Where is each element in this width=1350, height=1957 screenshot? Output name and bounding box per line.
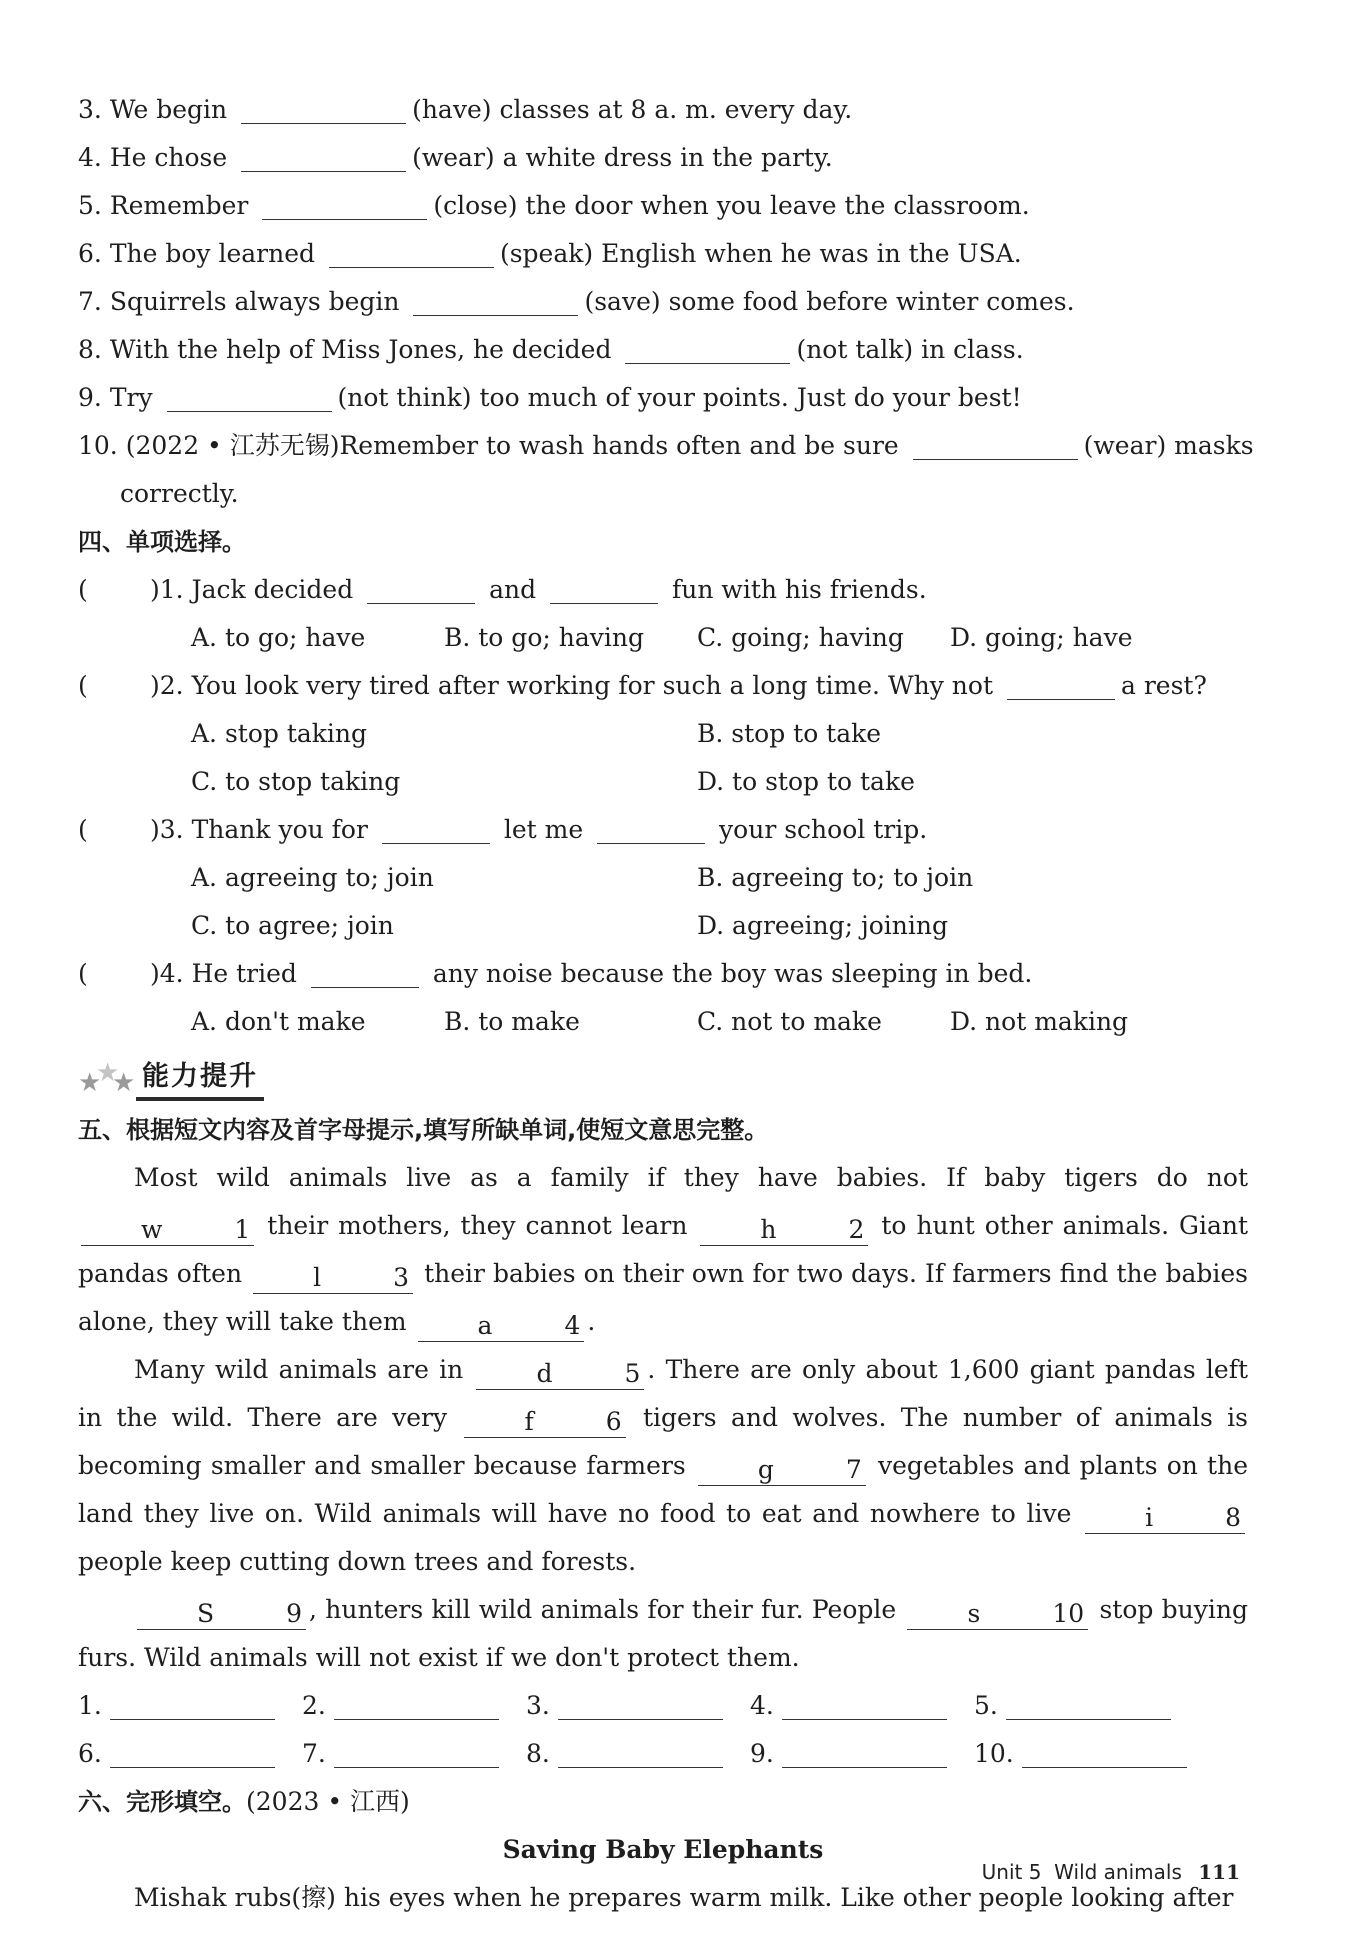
item-text: (2022 • 江苏无锡)Remember to wash hands often and be sure bbox=[125, 431, 899, 460]
item-text: Squirrels always begin bbox=[109, 287, 400, 316]
answer-slot-7[interactable]: 7. bbox=[302, 1730, 505, 1778]
paren-close: ) bbox=[150, 959, 160, 988]
section-heading-multiple-choice: 四、单项选择。 bbox=[78, 528, 246, 556]
ability-banner bbox=[78, 1046, 1248, 1106]
mc-options-2a bbox=[78, 710, 1248, 758]
question-text: Thank you for bbox=[191, 815, 368, 844]
item-number: 8. bbox=[78, 335, 102, 364]
question-number: 4. bbox=[159, 959, 184, 988]
answer-blank[interactable] bbox=[262, 189, 427, 220]
section-source: (2023 • 江西) bbox=[246, 1787, 410, 1816]
cloze-blank-1[interactable]: w 1 bbox=[81, 1215, 254, 1246]
option-c[interactable]: C. going; having bbox=[697, 623, 904, 652]
answer-slot-8[interactable]: 8. bbox=[526, 1730, 729, 1778]
question-number: 3. bbox=[159, 815, 184, 844]
answer-blank[interactable] bbox=[167, 381, 332, 412]
item-number: 6. bbox=[78, 239, 102, 268]
question-blank bbox=[1007, 669, 1115, 700]
option-a[interactable]: A. to go; have bbox=[191, 623, 366, 652]
answer-slot-3[interactable]: 3. bbox=[526, 1682, 729, 1730]
item-text-end: classes at 8 a. m. every day. bbox=[499, 95, 853, 124]
passage-text: people keep cutting down trees and forests. bbox=[78, 1547, 637, 1576]
question-blank bbox=[597, 813, 705, 844]
mc-options-1 bbox=[78, 614, 1248, 662]
answer-slot-2[interactable]: 2. bbox=[302, 1682, 505, 1730]
item-text-end: masks bbox=[1174, 431, 1254, 460]
item-text-end: some food before winter comes. bbox=[668, 287, 1075, 316]
section-title: 六、完形填空。 bbox=[78, 1788, 246, 1816]
option-b[interactable]: B. to go; having bbox=[444, 623, 644, 652]
banner-title: 能力提升 bbox=[136, 1054, 264, 1101]
exercise-line bbox=[78, 86, 1248, 134]
exercise-line bbox=[78, 230, 1248, 278]
item-number: 7. bbox=[78, 287, 102, 316]
paren-close: ) bbox=[150, 575, 160, 604]
question-text: and bbox=[489, 575, 537, 604]
option-c[interactable]: C. not to make bbox=[697, 1007, 882, 1036]
footer-unit: Unit 5 bbox=[981, 1860, 1042, 1884]
mc-question-2 bbox=[78, 662, 1248, 710]
cloze-blank-2[interactable]: h 2 bbox=[700, 1215, 868, 1246]
verb-hint: (wear) bbox=[412, 143, 495, 172]
cloze-blank-3[interactable]: l 3 bbox=[253, 1263, 413, 1294]
verb-hint: (wear) bbox=[1083, 431, 1167, 460]
cloze-blank-4[interactable]: a 4 bbox=[418, 1311, 585, 1342]
question-text: let me bbox=[503, 815, 584, 844]
answer-paren[interactable]: ( bbox=[78, 671, 88, 700]
answer-slot-1[interactable]: 1. bbox=[78, 1682, 281, 1730]
item-number: 4. bbox=[78, 143, 102, 172]
answer-slot-5[interactable]: 5. bbox=[974, 1682, 1177, 1730]
exercise-line bbox=[78, 134, 1248, 182]
passage-text: . bbox=[587, 1307, 596, 1336]
verb-hint: (speak) bbox=[499, 239, 594, 268]
option-c[interactable]: C. to stop taking bbox=[191, 767, 401, 796]
cloze-blank-9[interactable]: S 9 bbox=[137, 1599, 306, 1630]
mc-options-2b bbox=[78, 758, 1248, 806]
question-text: your school trip. bbox=[719, 815, 928, 844]
option-d[interactable]: D. going; have bbox=[950, 623, 1133, 652]
footer-topic: Wild animals bbox=[1054, 1860, 1182, 1884]
exercise-line-10-cont bbox=[78, 470, 1248, 518]
verb-hint: (close) bbox=[433, 191, 518, 220]
item-text: Remember bbox=[109, 191, 249, 220]
item-text: With the help of Miss Jones, he decided bbox=[109, 335, 612, 364]
passage-text: their babies on their own for two days. If farmers find the babies alone, they will take them bbox=[78, 1259, 1248, 1336]
exercise-line bbox=[78, 278, 1248, 326]
answer-paren[interactable]: ( bbox=[78, 815, 88, 844]
answer-blank[interactable] bbox=[625, 333, 790, 364]
question-text: Jack decided bbox=[191, 575, 354, 604]
mc-question-1 bbox=[78, 566, 1248, 614]
item-text: We begin bbox=[109, 95, 228, 124]
question-blank bbox=[550, 573, 658, 604]
item-text-end: in class. bbox=[921, 335, 1024, 364]
passage-paragraph-1 bbox=[78, 1154, 1248, 1346]
passage-text: tigers and wolves. The number of animals is becoming smaller and smaller because farmers bbox=[78, 1403, 1248, 1480]
passage-text: . There are only about 1,600 giant pandas left in the wild. There are very bbox=[78, 1355, 1248, 1432]
question-text: a rest? bbox=[1120, 671, 1207, 700]
mc-options-3b bbox=[78, 902, 1248, 950]
worksheet-content bbox=[78, 86, 1254, 1922]
cloze-blank-8[interactable]: i 8 bbox=[1085, 1503, 1245, 1534]
page-footer bbox=[982, 1860, 1240, 1884]
option-c[interactable]: C. to agree; join bbox=[191, 911, 394, 940]
answer-paren[interactable]: ( bbox=[78, 575, 88, 604]
item-text-end: the door when you leave the classroom. bbox=[525, 191, 1030, 220]
stars-icon: ★ ★ ★ bbox=[78, 1057, 136, 1098]
mc-options-4 bbox=[78, 998, 1248, 1046]
passage-title: Saving Baby Elephants bbox=[502, 1835, 824, 1864]
option-b[interactable]: B. to make bbox=[444, 1007, 580, 1036]
paren-close: ) bbox=[150, 815, 160, 844]
exercise-line bbox=[78, 374, 1248, 422]
option-a[interactable]: A. agreeing to; join bbox=[191, 863, 434, 892]
item-number: 9. bbox=[78, 383, 102, 412]
item-text: The boy learned bbox=[109, 239, 316, 268]
verb-hint: (not talk) bbox=[796, 335, 914, 364]
answer-blank[interactable] bbox=[241, 93, 406, 124]
mc-question-3 bbox=[78, 806, 1248, 854]
option-a[interactable]: A. stop taking bbox=[191, 719, 368, 748]
cloze-blank-10[interactable]: s 10 bbox=[907, 1599, 1088, 1630]
section-heading-passage-fill: 五、根据短文内容及首字母提示,填写所缺单词,使短文意思完整。 bbox=[78, 1116, 769, 1144]
answer-slot-10[interactable]: 10. bbox=[974, 1730, 1193, 1778]
option-d[interactable]: D. not making bbox=[950, 1007, 1129, 1036]
passage-paragraph-3 bbox=[78, 1586, 1248, 1682]
answer-slot-9[interactable]: 9. bbox=[750, 1730, 953, 1778]
cloze-blank-5[interactable]: d 5 bbox=[476, 1359, 644, 1390]
item-text-end: English when he was in the USA. bbox=[601, 239, 1022, 268]
item-text-end: a white dress in the party. bbox=[502, 143, 833, 172]
answer-blank[interactable] bbox=[241, 141, 406, 172]
answer-paren[interactable]: ( bbox=[78, 959, 88, 988]
question-blank bbox=[311, 957, 419, 988]
item-text-continued: correctly. bbox=[120, 479, 239, 508]
exercise-line-10 bbox=[78, 422, 1254, 470]
verb-form-exercise bbox=[78, 86, 1248, 422]
answer-slot-6[interactable]: 6. bbox=[78, 1730, 281, 1778]
passage-text: , hunters kill wild animals for their fur. People bbox=[309, 1595, 897, 1624]
answer-row-2 bbox=[78, 1730, 1248, 1778]
item-number: 3. bbox=[78, 95, 102, 124]
page-number: 111 bbox=[1198, 1860, 1240, 1884]
question-text: You look very tired after working for such a long time. Why not bbox=[191, 671, 994, 700]
question-text: any noise because the boy was sleeping in bed. bbox=[432, 959, 1033, 988]
option-d[interactable]: D. agreeing; joining bbox=[697, 911, 948, 940]
mc-options-3a bbox=[78, 854, 1248, 902]
answer-blank[interactable] bbox=[329, 237, 494, 268]
item-number: 10. bbox=[78, 431, 118, 460]
item-text: He chose bbox=[109, 143, 228, 172]
passage-text: their mothers, they cannot learn bbox=[267, 1211, 688, 1240]
passage-text: to hunt other animals. Giant pandas often bbox=[78, 1211, 1249, 1288]
cloze-blank-6[interactable]: f 6 bbox=[464, 1407, 625, 1438]
exercise-line bbox=[78, 326, 1248, 374]
item-text-end: too much of your points. Just do your best! bbox=[479, 383, 1022, 412]
question-blank bbox=[382, 813, 490, 844]
mc-question-4 bbox=[78, 950, 1248, 998]
option-b[interactable]: B. agreeing to; to join bbox=[697, 863, 974, 892]
verb-hint: (have) bbox=[412, 95, 492, 124]
answer-row-1 bbox=[78, 1682, 1248, 1730]
passage-text: Most wild animals live as a family if they have babies. If baby tigers do not bbox=[134, 1163, 1248, 1192]
question-blank bbox=[367, 573, 475, 604]
answer-slot-4[interactable]: 4. bbox=[750, 1682, 953, 1730]
exercise-line bbox=[78, 182, 1248, 230]
option-a[interactable]: A. don't make bbox=[191, 1007, 366, 1036]
question-number: 1. bbox=[159, 575, 184, 604]
verb-hint: (save) bbox=[584, 287, 661, 316]
answer-blank[interactable] bbox=[413, 285, 578, 316]
cloze-passage-line: Mishak rubs(擦) his eyes when he prepares warm milk. Like other people looking after bbox=[134, 1883, 1234, 1912]
item-text: Try bbox=[109, 383, 153, 412]
passage-text: stop buying furs. Wild animals will not exist if we don't protect them. bbox=[78, 1595, 1248, 1672]
item-number: 5. bbox=[78, 191, 102, 220]
passage-text: vegetables and plants on the land they live on. Wild animals will have no food to eat and nowhere to live bbox=[78, 1451, 1248, 1528]
answer-blank[interactable] bbox=[913, 429, 1078, 460]
passage-paragraph-2 bbox=[78, 1346, 1248, 1586]
section-heading-cloze bbox=[78, 1778, 1248, 1826]
question-text: He tried bbox=[191, 959, 297, 988]
cloze-blank-7[interactable]: g 7 bbox=[698, 1455, 866, 1486]
option-b[interactable]: B. stop to take bbox=[697, 719, 882, 748]
verb-hint: (not think) bbox=[337, 383, 472, 412]
paren-close: ) bbox=[150, 671, 160, 700]
passage-text: Many wild animals are in bbox=[134, 1355, 464, 1384]
question-number: 2. bbox=[159, 671, 184, 700]
option-d[interactable]: D. to stop to take bbox=[697, 767, 915, 796]
question-text: fun with his friends. bbox=[672, 575, 927, 604]
passage bbox=[78, 1154, 1248, 1682]
